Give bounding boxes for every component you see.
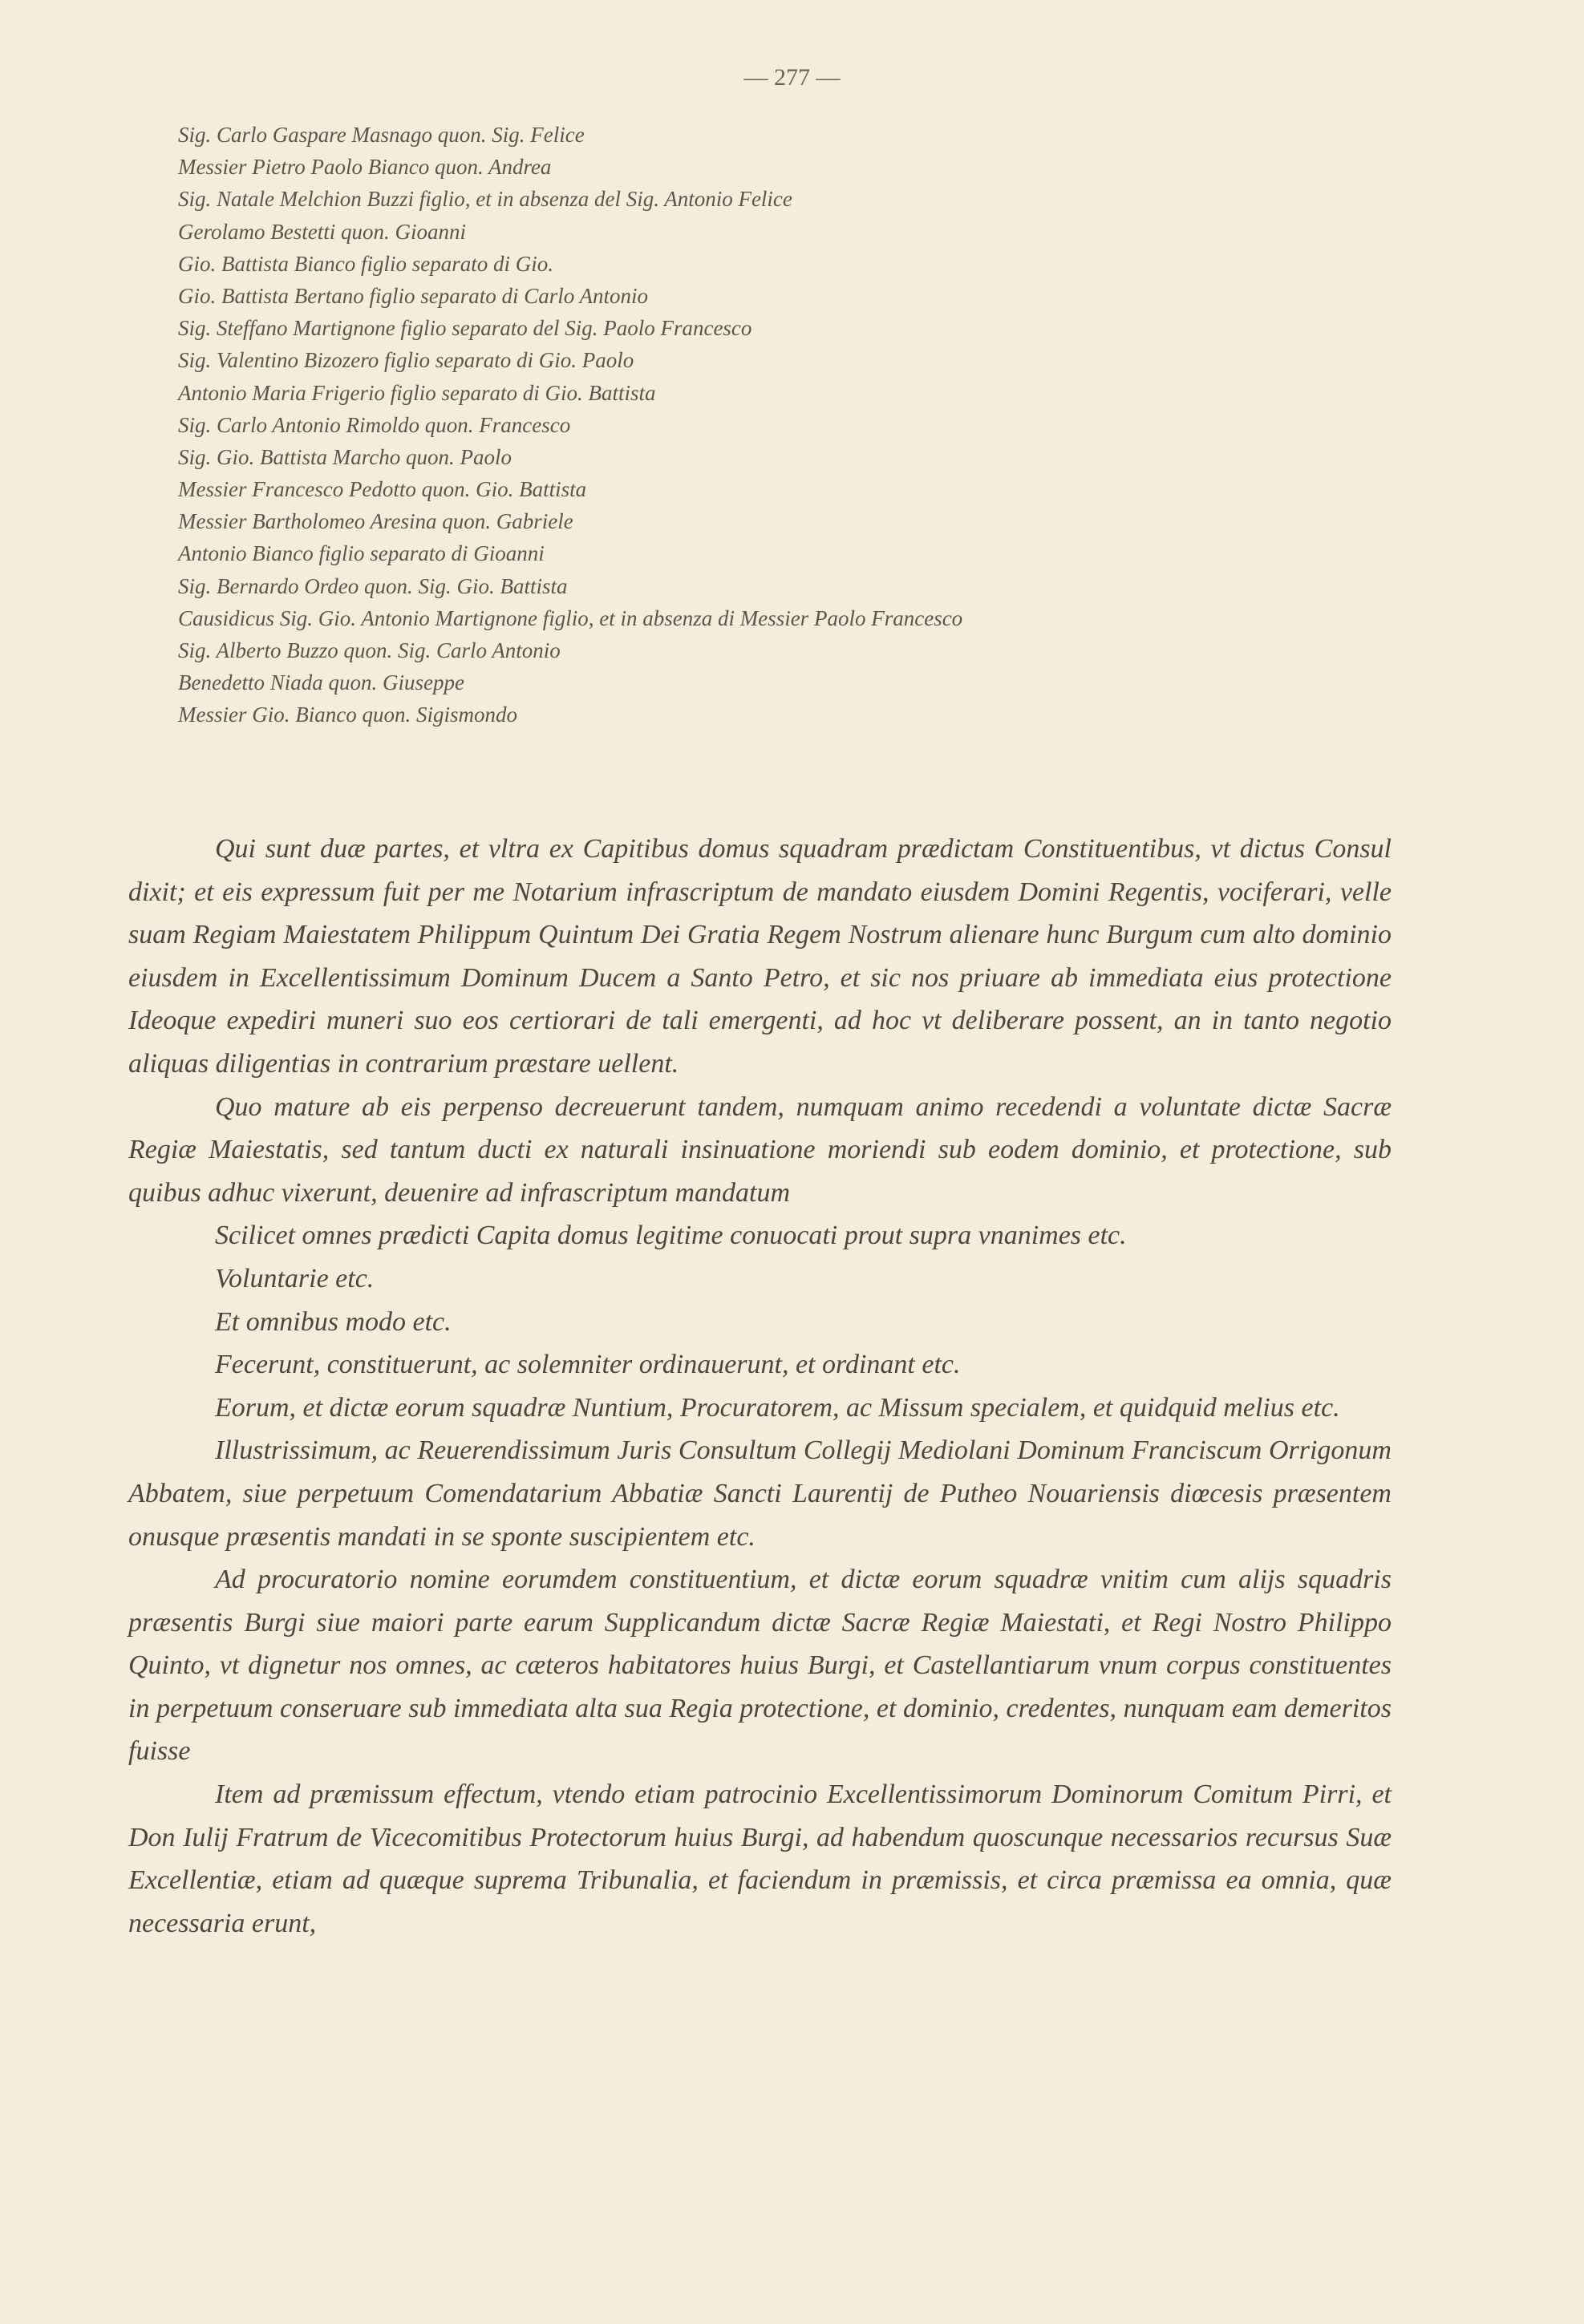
paragraph: Ad procuratorio nomine eorumdem constituentium, et dictæ eorum squadræ vnitim cum alijs squadris præsentis Burgi siue maiori parte earum Supplicandum dictæ Sacræ Regiæ Maiestati, et Regi Nostro Philippo Quinto, vt dignetur nos omnes, ac cæteros habitatores huius Burgi, et Castellantiarum vnum corpus constituentes in perpetuum conseruare sub immediata alta sua Regia protectione, et dominio, credentes, nunquam eam demeritos fuisse: [128, 1565, 1392, 1767]
list-item: Benedetto Niada quon. Giuseppe: [178, 670, 464, 695]
list-item: Sig. Carlo Antonio Rimoldo quon. Francesco: [178, 412, 571, 437]
list-item: Sig. Valentino Bizozero figlio separato di Gio. Paolo: [178, 348, 634, 373]
paragraph: Scilicet omnes prædicti Capita domus legitime conuocati prout supra vnanimes etc.: [215, 1221, 1127, 1251]
list-item: Messier Francesco Pedotto quon. Gio. Battista: [178, 477, 587, 502]
paragraph: Eorum, et dictæ eorum squadræ Nuntium, Procuratorem, ac Missum specialem, et quidquid melius etc.: [215, 1392, 1340, 1423]
list-item: Gio. Battista Bianco figlio separato di Gio.: [178, 251, 553, 276]
list-item: Messier Bartholomeo Aresina quon. Gabriele: [178, 509, 573, 534]
body-text: [128, 828, 1392, 1945]
list-item: Sig. Carlo Gaspare Masnago quon. Sig. Felice: [178, 123, 585, 147]
list-item: Messier Pietro Paolo Bianco quon. Andrea: [178, 155, 552, 180]
paragraph: Quo mature ab eis perpenso decreuerunt tandem, numquam animo recedendi a voluntate dictæ Sacræ Regiæ Maiestatis, sed tantum ducti ex naturali insinuatione moriendi sub eodem dominio, et protectione, sub quibus adhuc vixerunt, deuenire ad infrascriptum mandatum: [128, 1091, 1392, 1208]
paragraph: Fecerunt, constituerunt, ac solemniter ordinauerunt, et ordinant etc.: [215, 1350, 961, 1380]
list-item: Sig. Bernardo Ordeo quon. Sig. Gio. Battista: [178, 573, 568, 598]
list-item: Causidicus Sig. Gio. Antonio Martignone figlio, et in absenza di Messier Paolo Francesco: [178, 605, 963, 630]
list-item: Antonio Maria Frigerio figlio separato di Gio. Battista: [178, 380, 656, 405]
list-item: Sig. Steffano Martignone figlio separato del Sig. Paolo Francesco: [178, 316, 752, 341]
page-number: — 277 —: [743, 64, 841, 91]
list-item: Sig. Natale Melchion Buzzi figlio, et in absenza del Sig. Antonio Felice: [178, 187, 792, 212]
list-item: Messier Gio. Bianco quon. Sigismondo: [178, 702, 517, 727]
paragraph: Et omnibus modo etc.: [215, 1306, 452, 1337]
paragraph: Qui sunt duæ partes, et vltra ex Capitibus domus squadram prædictam Constituentibus, vt dictus Consul dixit; et eis expressum fuit per me Notarium infrascriptum de mandato eiusdem Domini Regentis, vociferari, velle suam Regiam Maiestatem Philippum Quintum Dei Gratia Regem Nostrum alienare hunc Burgum cum alto dominio eiusdem in Excellentissimum Dominum Ducem a Santo Petro, et sic nos priuare ab immediata eius protectione Ideoque expediri muneri suo eos certiorari de tali emergenti, ad hoc vt deliberare possent, an in tanto negotio aliquas diligentias in contrarium præstare uellent.: [128, 834, 1392, 1079]
list-item: Gerolamo Bestetti quon. Gioanni: [178, 219, 466, 244]
list-item: Antonio Bianco figlio separato di Gioanni: [178, 541, 545, 566]
paragraph: Item ad præmissum effectum, vtendo etiam patrocinio Excellentissimorum Dominorum Comitum Pirri, et Don Iulij Fratrum de Vicecomitibus Protectorum huius Burgi, ad habendum quoscunque necessarios recursus Suæ Excellentiæ, etiam ad quæque suprema Tribunalia, et faciendum in præmissis, et circa præmissa ea omnia, quæ necessaria erunt,: [128, 1779, 1392, 1938]
paragraph: Illustrissimum, ac Reuerendissimum Juris Consultum Collegij Mediolani Dominum Franciscum Orrigonum Abbatem, siue perpetuum Comendatarium Abbatiæ Sancti Laurentij de Putheo Nouariensis diœcesis præsentem onusque præsentis mandati in se sponte suscipientem etc.: [128, 1435, 1392, 1552]
list-item: Gio. Battista Bertano figlio separato di Carlo Antonio: [178, 283, 649, 308]
paragraph: Voluntarie etc.: [215, 1263, 375, 1294]
list-item: Sig. Gio. Battista Marcho quon. Paolo: [178, 444, 512, 469]
list-item: Sig. Alberto Buzzo quon. Sig. Carlo Antonio: [178, 638, 561, 662]
signatories-list: [178, 119, 1461, 731]
